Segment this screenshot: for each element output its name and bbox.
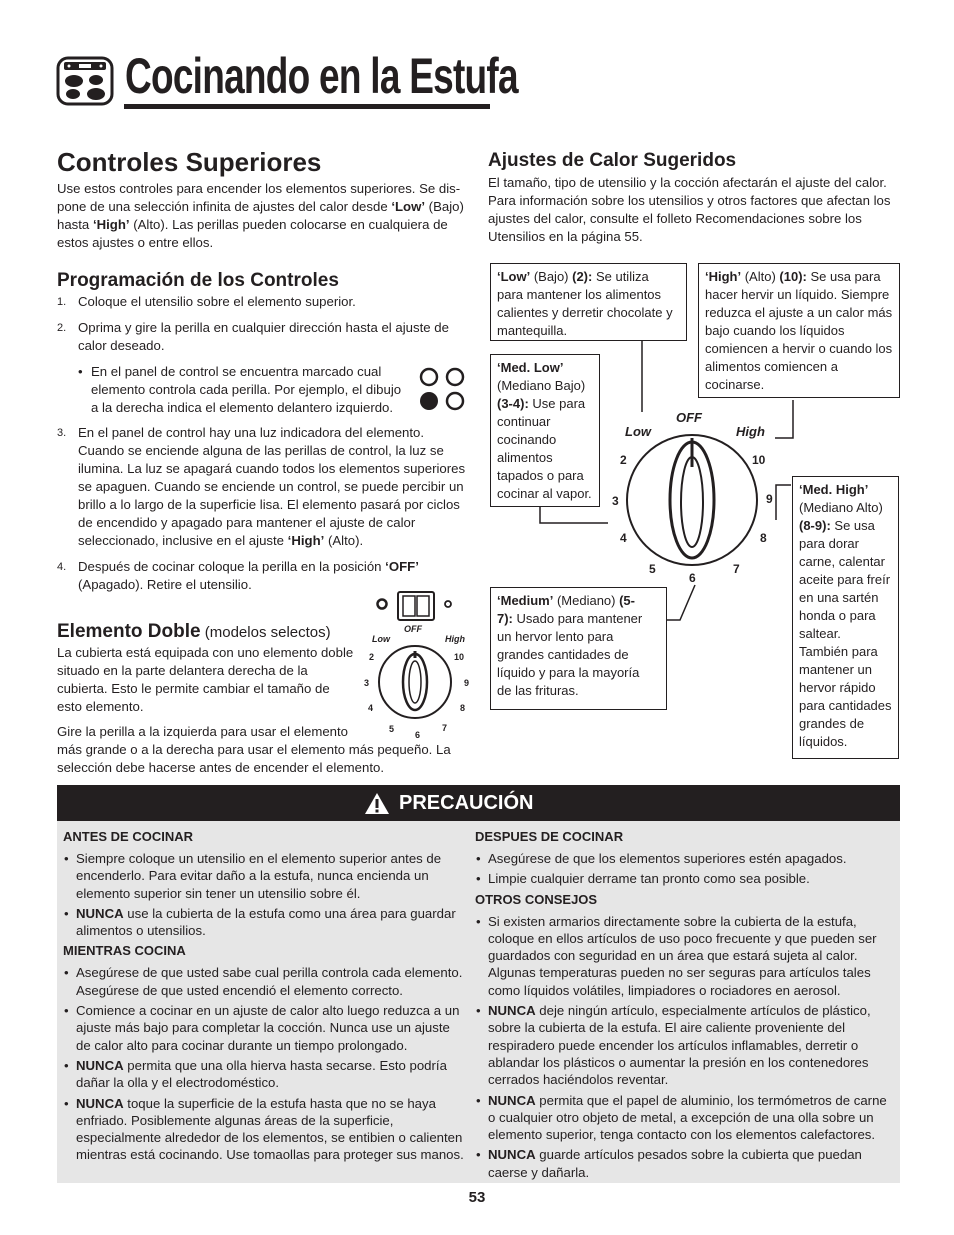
dial-tick-9: 9: [766, 492, 773, 506]
dial-tick-6: 6: [415, 730, 421, 740]
text: (Bajo): [425, 199, 464, 214]
text: seleccionado, inclusive en el ajuste: [78, 533, 288, 548]
callout-label: ‘Med. Low’: [497, 360, 564, 375]
dial-tick-2: 2: [620, 453, 627, 467]
text: (Bajo): [530, 269, 573, 284]
dial-tick-8: 8: [460, 703, 466, 713]
step-number: 3.: [57, 427, 67, 439]
text: permita que el papel de aluminio, los termómetros de carne o cualquier otro objeto de metal, a excepción de una olla sobre un elemento superior, tenga contacto con los elementos calefactores.: [488, 1092, 887, 1143]
step-text: Coloque el utensilio sobre el elemento superior.: [78, 294, 356, 309]
callout-range: (5-: [619, 593, 635, 608]
high-term: ‘High’: [287, 533, 325, 548]
caution-item: [63, 1057, 465, 1092]
text: (Mediano): [553, 593, 620, 608]
step-text: calor deseado.: [78, 338, 165, 353]
callout-line: hervor rápido: [799, 680, 876, 695]
callout-label: ‘Med. High’: [799, 482, 869, 497]
text: Se usa: [830, 518, 875, 533]
callout-line: líquidos.: [799, 734, 848, 749]
dial-tick-3: 3: [364, 678, 370, 688]
dial-off-label: OFF: [404, 624, 422, 634]
caution-list: [63, 850, 465, 939]
callout-line: [497, 610, 660, 628]
dial-tick-10: 10: [454, 652, 465, 662]
bullet-text: a la derecha indica el elemento delantero izquierdo.: [91, 400, 394, 415]
caution-item: [63, 905, 465, 940]
dial-tick-9: 9: [464, 678, 470, 688]
callout-line: bajo cuando los líquidos: [705, 323, 845, 338]
nunca-term: NUNCA: [76, 905, 124, 921]
callout-line: reduzca el ajuste a un calor más: [705, 305, 893, 320]
low-term: ‘Low’: [391, 199, 426, 214]
callout-line: (Mediano Bajo): [497, 378, 586, 393]
text: Se usa para: [806, 269, 881, 284]
bullet-text: elemento controla cada perilla. Por ejemplo, el dibujo: [91, 382, 402, 397]
doble-line: esto elemento.: [57, 699, 144, 714]
callout-label: ‘High’: [705, 269, 742, 284]
callout-line: un hervor lento para: [497, 629, 614, 644]
callout-line: mantequilla.: [497, 323, 568, 338]
caution-list: [475, 913, 895, 1181]
text: Después de cocinar coloque la perilla en la posición: [78, 559, 386, 574]
dial-off-label: OFF: [676, 410, 702, 425]
step-number: 1.: [57, 296, 67, 308]
caution-item: • Asegúrese de que los elementos superiores estén apagados.: [475, 850, 895, 867]
bullet: •: [78, 364, 83, 379]
step-text: brillo a lo largo de la superficie lisa. El elemento pasará por ciclos: [78, 497, 460, 512]
caution-subtitle: DESPUES DE COCINAR: [475, 829, 624, 844]
callout-label: ‘Low’: [497, 269, 531, 284]
text: Se utiliza: [592, 269, 649, 284]
callout-range: (2):: [572, 269, 593, 284]
callout-line: mantener un: [799, 662, 872, 677]
callout-range: 7):: [497, 611, 513, 626]
callout-line: (Mediano Alto): [799, 500, 883, 515]
callout-medium: [490, 587, 667, 710]
caution-item: [475, 1092, 895, 1144]
dial-tick-7: 7: [733, 562, 740, 576]
text: (Alto).: [324, 533, 364, 548]
step-text: se apaguen. Cuando se enciende un control, se puede percibir un: [78, 479, 464, 494]
callout-line: honda o para: [799, 608, 876, 623]
doble-title: Elemento Doble: [57, 621, 201, 642]
caution-subtitle: OTROS CONSEJOS: [475, 891, 598, 907]
caution-item: • Comience a cocinar en un ajuste de calor alto luego reduzca a un ajuste más bajo para completar la cocción. Nunca use un ajuste de calor alto para cocinar durante un tiempo prolongado.: [63, 1002, 465, 1054]
nunca-term: NUNCA: [488, 1147, 536, 1163]
callout-line: para cantidades: [799, 698, 892, 713]
caution-item: • Asegúrese de que usted sabe cual perilla controla cada elemento. Asegúrese de que usted encendió el elemento correcto.: [63, 964, 465, 999]
caution-item: [475, 1146, 895, 1181]
step-text: Cuando se enciende alguna de las perillas de control, la luz se: [78, 443, 444, 458]
nunca-term: NUNCA: [76, 1095, 124, 1111]
callout-line: en una sartén: [799, 590, 879, 605]
step-number: 4.: [57, 561, 67, 573]
nunca-term: NUNCA: [488, 1003, 536, 1019]
callout-label: ‘Medium’: [497, 593, 554, 608]
text: guarde artículos pesados sobre la cubierta que puedan caerse y dañarla.: [488, 1147, 862, 1180]
text: toque la superficie de la estufa hasta que no se haya enfriado. Posiblemente algunas áreas de la superficie, especialmente alrededor de los elementos, se entibien o calienten mientras está cocinando. Use tomaollas para proteger sus manos.: [76, 1095, 464, 1163]
dial-tick-2: 2: [369, 652, 375, 662]
callout-range: (10):: [779, 269, 807, 284]
text: (Alto). Las perillas pueden colocarse en cualquiera de: [129, 217, 448, 232]
page-title: Cocinando en la Estufa: [125, 48, 518, 104]
callout-med-low: [490, 354, 600, 507]
callout-range: (3-4):: [497, 396, 529, 411]
dial-high-label: High: [445, 634, 465, 644]
callout-line: [799, 517, 892, 535]
doble-line: situado en la parte delantera derecha de la: [57, 663, 308, 678]
text: use la cubierta de la estufa como una área para guardar alimentos o utensilios.: [76, 905, 456, 939]
ajustes-line: Para información sobre los utensilios y otros factores que afectan los: [488, 193, 891, 208]
doble-note: (modelos selectos): [200, 624, 331, 641]
caution-item: • Limpie cualquier derrame tan pronto como sea posible.: [475, 870, 895, 887]
text: permita que una olla hierva hasta secarse. Esto podría dañar la olla y el electrodoméstico.: [76, 1057, 447, 1091]
high-term: ‘High’: [92, 217, 130, 232]
callout-line: alimentos comiencen a: [705, 359, 838, 374]
callout-line: cocinar al vapor.: [497, 486, 592, 501]
caution-item: • Si existen armarios directamente sobre la cubierta de la estufa, coloque en ellos artículos de uso poco frecuente y que pueden ser guardados con seguridad en un área que estará sujeta al calor. Algunas temperaturas pueden no ser seguras para artículos tales como líquidos volátiles, limpiadores o rociadores en aerosol.: [475, 913, 895, 999]
callout-line: líquido y para la mayoría: [497, 665, 640, 680]
caution-header: [57, 785, 900, 821]
callout-line: cocinando: [497, 432, 557, 447]
callout-range: (8-9):: [799, 518, 831, 533]
text: Use para: [528, 396, 586, 411]
dial-tick-8: 8: [760, 531, 767, 545]
callout-line: para dorar: [799, 536, 859, 551]
callout-line: [497, 268, 680, 286]
callout-line: [705, 268, 893, 286]
callout-line: alimentos: [497, 450, 553, 465]
caution-subtitle: ANTES DE COCINAR: [63, 829, 194, 844]
step-text: (Apagado). Retire el utensilio.: [78, 577, 252, 592]
dial-tick-6: 6: [689, 571, 696, 585]
caution-subtitle: MIENTRAS COCINA: [63, 943, 186, 959]
callout-med-high: [792, 476, 899, 759]
doble-line: cubierta. Esto le permite cambiar el tamaño de: [57, 681, 330, 696]
callout-low: [490, 263, 687, 341]
dial-tick-4: 4: [368, 703, 374, 713]
heat-setting-dial: [600, 405, 800, 590]
callout-line: [497, 395, 593, 413]
doble-line: La cubierta está equipada con uno elemento doble: [57, 645, 354, 660]
dial-low-label: Low: [372, 634, 390, 644]
doble-line: Gire la perilla a la izquierda para usar el elemento: [57, 724, 349, 739]
warning-icon: [364, 792, 390, 815]
caution-title: PRECAUCIÓN: [399, 792, 534, 814]
step-text: ilumina. La luz se apagará cuando todos los elementos superiores: [78, 461, 466, 476]
text: Usado para mantener: [512, 611, 643, 626]
caution-item: [475, 1002, 895, 1088]
doble-line: más grande o a la derecha para usar el elemento más pequeño. La: [57, 742, 451, 757]
callout-line: saltear.: [799, 626, 841, 641]
dial-low-label: Low: [625, 424, 651, 439]
intro-line: Use estos controles para encender los elementos superiores. Se dis-: [57, 181, 461, 196]
caution-left-column: [63, 828, 465, 1167]
ajustes-line: Utensilios en la página 55.: [488, 229, 643, 244]
caution-list: [475, 850, 895, 888]
callout-line: grandes de: [799, 716, 865, 731]
caution-item: • Siempre coloque un utensilio en el elemento superior antes de encenderlo. Para evitar daño a la estufa, nunca encienda un elemento superior sin tener un utensilio sobre él.: [63, 850, 465, 902]
text: pone de una selección infinita de ajustes del calor desde: [57, 199, 392, 214]
callout-high: [698, 263, 900, 398]
nunca-term: NUNCA: [488, 1092, 536, 1108]
dial-tick-7: 7: [442, 723, 448, 733]
text: (Alto): [741, 269, 780, 284]
intro-line: estos ajustes o entre ellos.: [57, 235, 214, 250]
nunca-term: NUNCA: [76, 1057, 124, 1073]
dial-tick-10: 10: [752, 453, 766, 467]
bullet-text: En el panel de control se encuentra marcado cual: [91, 364, 382, 379]
callout-line: [497, 592, 660, 610]
callout-line: También para: [799, 644, 878, 659]
dial-tick-3: 3: [612, 494, 619, 508]
callout-line: grandes cantidades de: [497, 647, 629, 662]
text: deje ningún artículo, especialmente artículos de plástico, sobre la cubierta de la estufa. El aire caliente proveniente del respiradero puede encender los artículos inflamables, derretir o ablandar los plásticos o aumentar la presión en los contenedores cerrados haciéndolos reventar.: [488, 1003, 871, 1088]
dial-tick-5: 5: [649, 562, 656, 576]
step-text: Oprima y gire la perilla en cualquier dirección hasta el ajuste de: [78, 320, 449, 335]
callout-line: tapados o para: [497, 468, 584, 483]
dial-high-label: High: [736, 424, 765, 439]
callout-line: cocinarse.: [705, 377, 765, 392]
off-term: ‘OFF’: [385, 559, 419, 574]
page-number: 53: [468, 1189, 486, 1206]
step-text: de encendido y apagado para mantener el ajuste de calor: [78, 515, 416, 530]
caution-right-column: [475, 828, 895, 1184]
step-number: 2.: [57, 322, 67, 334]
text: hasta: [57, 217, 93, 232]
caution-item: [63, 1095, 465, 1164]
step-text: En el panel de control hay una luz indicadora del elemento.: [78, 425, 425, 440]
section-title-programacion: Programación de los Controles: [57, 270, 339, 291]
doble-line: selección debe hacerse antes de encender el elemento.: [57, 760, 384, 775]
section-title-ajustes: Ajustes de Calor Sugeridos: [488, 150, 737, 171]
callout-line: comiencen a hervir o cuando los: [705, 341, 893, 356]
section-title-controles: Controles Superiores: [57, 147, 322, 177]
callout-line: hacer hervir un líquido. Siempre: [705, 287, 890, 302]
callout-line: carne, calentar: [799, 554, 885, 569]
dial-tick-4: 4: [620, 531, 627, 545]
ajustes-line: El tamaño, tipo de utensilio y la cocción afectarán el ajuste del calor.: [488, 175, 887, 190]
callout-line: de las frituras.: [497, 683, 579, 698]
callout-line: para mantener los alimentos: [497, 287, 662, 302]
caution-list: [63, 964, 465, 1163]
dial-tick-5: 5: [389, 724, 395, 734]
callout-line: aceite para freír: [799, 572, 891, 587]
ajustes-line: ajustes del calor, consulte el folleto Recomendaciones sobre los: [488, 211, 862, 226]
callout-line: calientes y derretir chocolate y: [497, 305, 673, 320]
callout-line: continuar: [497, 414, 551, 429]
